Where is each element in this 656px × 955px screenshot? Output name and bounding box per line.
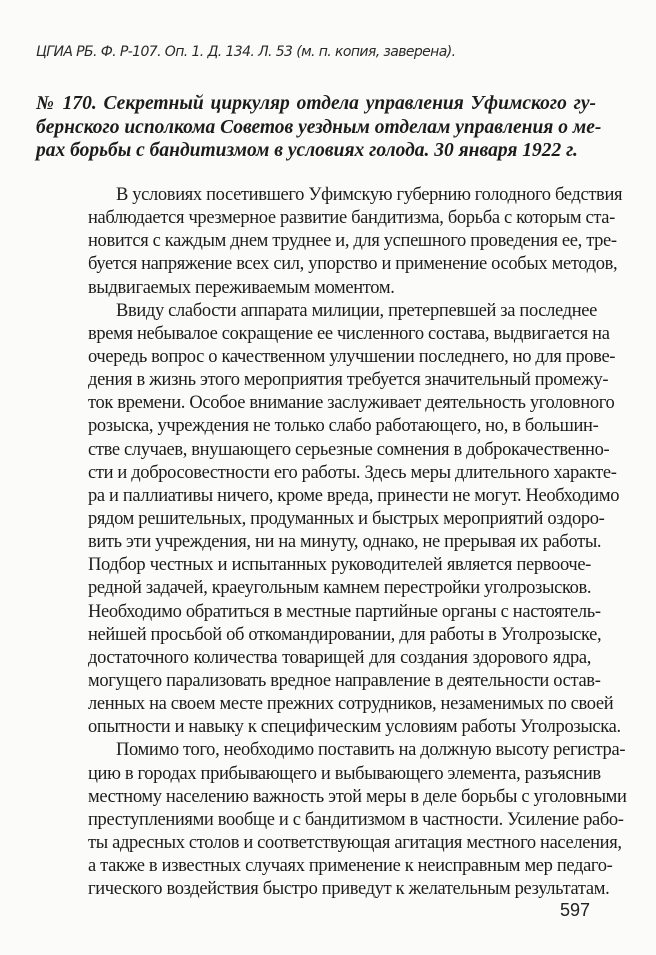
- text-line: рядом решительных, продуманных и быстрых мероприятий оздоро-: [88, 508, 605, 529]
- text-line: нейшей просьбой об откомандировании, для работы в Уголрозыске,: [88, 624, 602, 645]
- text-line: а также в известных случаях применение к неисправным мер педаго-: [88, 856, 613, 877]
- text-line: розыска, учреждения не только слабо работающего, но, в большин-: [88, 416, 599, 437]
- paragraph: [88, 300, 621, 740]
- text-line: гического воздействия быстро приведут к желательным результатам.: [88, 879, 610, 900]
- text-line: вить эти учреждения, ни на минуту, однако, не прерывая их работы.: [88, 532, 602, 553]
- text-line: опытности и навыку к специфическим условиям работы Уголрозыска.: [88, 717, 621, 738]
- text-line: В условиях посетившего Уфимскую губернию голодного бедствия: [116, 185, 623, 205]
- text-line: редной задачей, краеугольным камнем перестройки уголрозысков.: [88, 578, 592, 599]
- text-line: ра и паллиативы ничего, кроме вреда, принести не могут. Необходимо: [88, 485, 620, 506]
- title-line: рах борьбы с бандитизмом в условиях голода. 30 января 1922 г.: [36, 140, 578, 161]
- paragraph: [88, 184, 623, 300]
- archival-source-note: ЦГИА РБ. Ф. Р-107. Оп. 1. Д. 134. Л. 53 (м. п. копия, заверена).: [36, 44, 456, 60]
- page-number: 597: [559, 900, 590, 920]
- text-line: Помимо того, необходимо поставить на должную высоту регистра-: [116, 740, 626, 761]
- text-line: достаточного количества товарищей для создания здорового ядра,: [88, 647, 591, 668]
- text-line: ток времени. Особое внимание заслуживает деятельность уголовного: [88, 393, 615, 414]
- text-line: дения в жизнь этого мероприятия требуется значительный промежу-: [88, 370, 609, 391]
- text-line: ты адресных столов и соответствующая агитация местного населения,: [88, 832, 622, 853]
- text-line: ленных на своем месте прежних сотрудников, незаменимых по своей: [88, 694, 614, 715]
- text-line: Необходимо обратиться в местные партийные органы с настоятель-: [88, 601, 601, 622]
- text-line: Ввиду слабости аппарата милиции, претерпевшей за последнее: [116, 300, 597, 321]
- text-line: наблюдается чрезмерное развитие бандитизма, борьба с которым ста-: [88, 208, 615, 229]
- text-line: стве случаев, внушающего серьезные сомнения в доброкачественно-: [88, 439, 610, 460]
- text-line: время небывалое сокращение ее численного состава, выдвигается на: [88, 323, 610, 344]
- document-title: [36, 92, 602, 163]
- title-line: № 170. Секретный циркуляр отдела управления Уфимского гу-: [36, 93, 596, 114]
- text-line: преступлениями вообще и с бандитизмом в частности. Усиление рабо-: [88, 809, 624, 830]
- text-line: новится с каждым днем труднее и, для успешного проведения ее, тре-: [88, 231, 617, 252]
- text-line: цию в городах прибывающего и выбывающего элемента, разъяснив: [88, 763, 601, 784]
- text-line: сти и добросовестности его работы. Здесь меры длительного характе-: [88, 462, 617, 483]
- text-line: Подбор честных и испытанных руководителей является первооче-: [88, 555, 591, 576]
- paragraph: [88, 739, 627, 901]
- document-body: [88, 184, 627, 901]
- text-line: местному населению важность этой меры в деле борьбы с уголовными: [88, 786, 627, 807]
- text-line: буется напряжение всех сил, упорство и применение особых методов,: [88, 254, 618, 275]
- text-line: очередь вопрос о качественном улучшении последнего, но для прове-: [88, 346, 616, 367]
- text-line: могущего парализовать вредное направление в деятельности остав-: [88, 670, 601, 691]
- text-line: выдвигаемых переживаемым моментом.: [88, 277, 395, 298]
- title-line: бернского исполкома Советов уездным отделам управления о ме-: [36, 116, 602, 138]
